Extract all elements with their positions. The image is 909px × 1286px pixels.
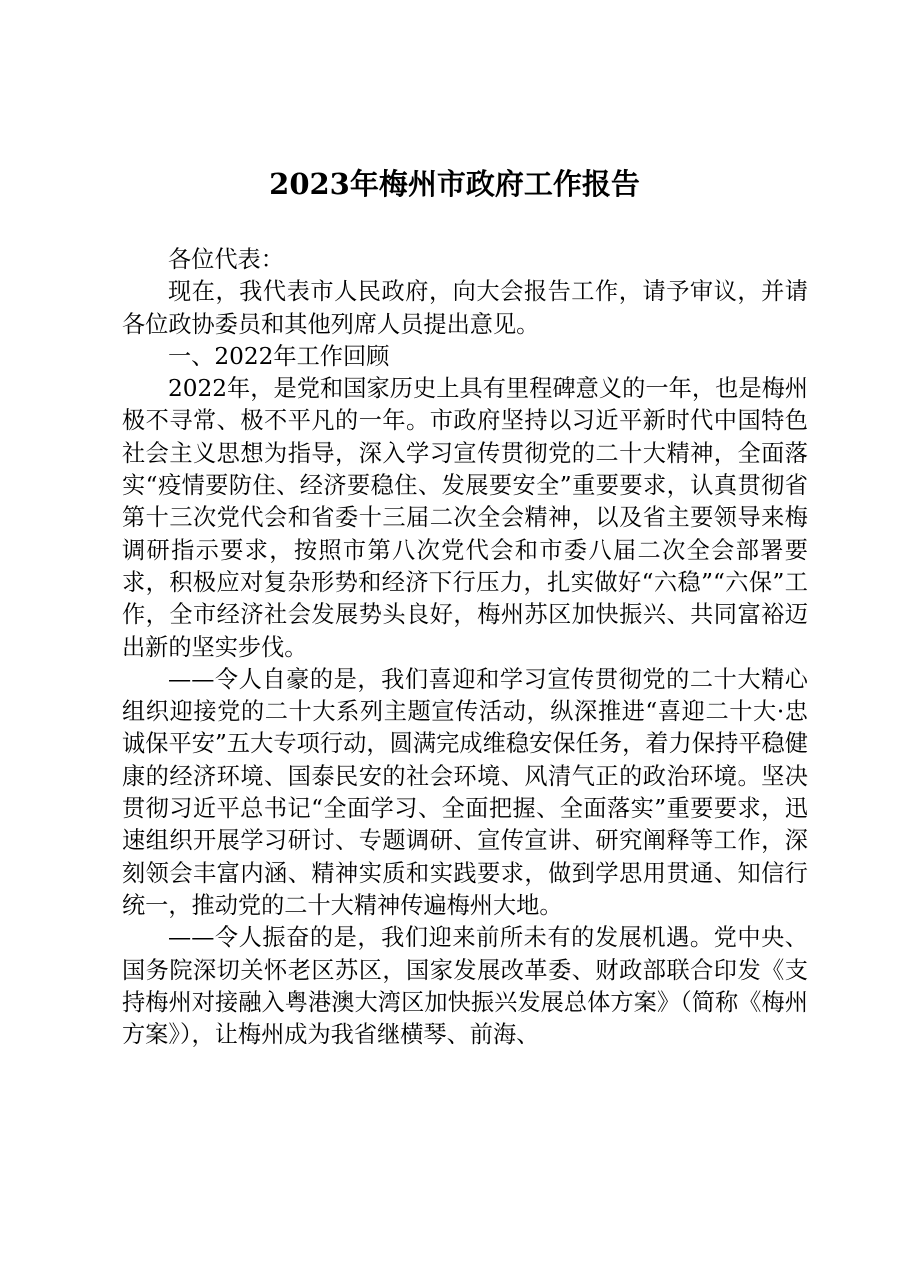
document-body bbox=[122, 244, 808, 1051]
section-heading: 一、2022年工作回顾 bbox=[168, 342, 390, 370]
opportunity-paragraph: ——令人振奋的是，我们迎来前所未有的发展机遇。党中央、国务院深切关怀老区苏区，国家发展改革委、财政部联合印发《支持梅州对接融入粤港澳大湾区加快振兴发展总体方案》（简称《梅州方案》），让梅州成为我省继横琴、前海、 bbox=[122, 924, 808, 1049]
pride-paragraph: ——令人自豪的是，我们喜迎和学习宣传贯彻党的二十大精心组织迎接党的二十大系列主题宣传活动，纵深推进“喜迎二十大·忠诚保平安”五大专项行动，圆满完成维稳安保任务，着力保持平稳健康的经济环境、国泰民安的社会环境、风清气正的政治环境。坚决贯彻习近平总书记“全面学习、全面把握、全面落实”重要要求，迅速组织开展学习研讨、专题调研、宣传宣讲、研究阐释等工作，深刻领会丰富内涵、精神实质和实践要求，做到学思用贯通、知信行统一，推动党的二十大精神传遍梅州大地。 bbox=[122, 665, 808, 919]
opening-paragraph: 现在，我代表市人民政府，向大会报告工作，请予审议，并请各位政协委员和其他列席人员提出意见。 bbox=[122, 278, 808, 338]
review-paragraph: 2022年，是党和国家历史上具有里程碑意义的一年，也是梅州极不寻常、极不平凡的一年。市政府坚持以习近平新时代中国特色社会主义思想为指导，深入学习宣传贯彻党的二十大精神，全面落实“疫情要防住、经济要稳住、发展要安全”重要要求，认真贯彻省第十三次党代会和省委十三届二次全会精神，以及省主要领导来梅调研指示要求，按照市第八次党代会和市委八届二次全会部署要求，积极应对复杂形势和经济下行压力，扎实做好“六稳”“六保”工作，全市经济社会发展势头良好，梅州苏区加快振兴、共同富裕迈出新的坚实步伐。 bbox=[122, 375, 808, 661]
salutation-paragraph: 各位代表： bbox=[168, 246, 284, 273]
document-title: 2023年梅州市政府工作报告 bbox=[269, 167, 640, 201]
